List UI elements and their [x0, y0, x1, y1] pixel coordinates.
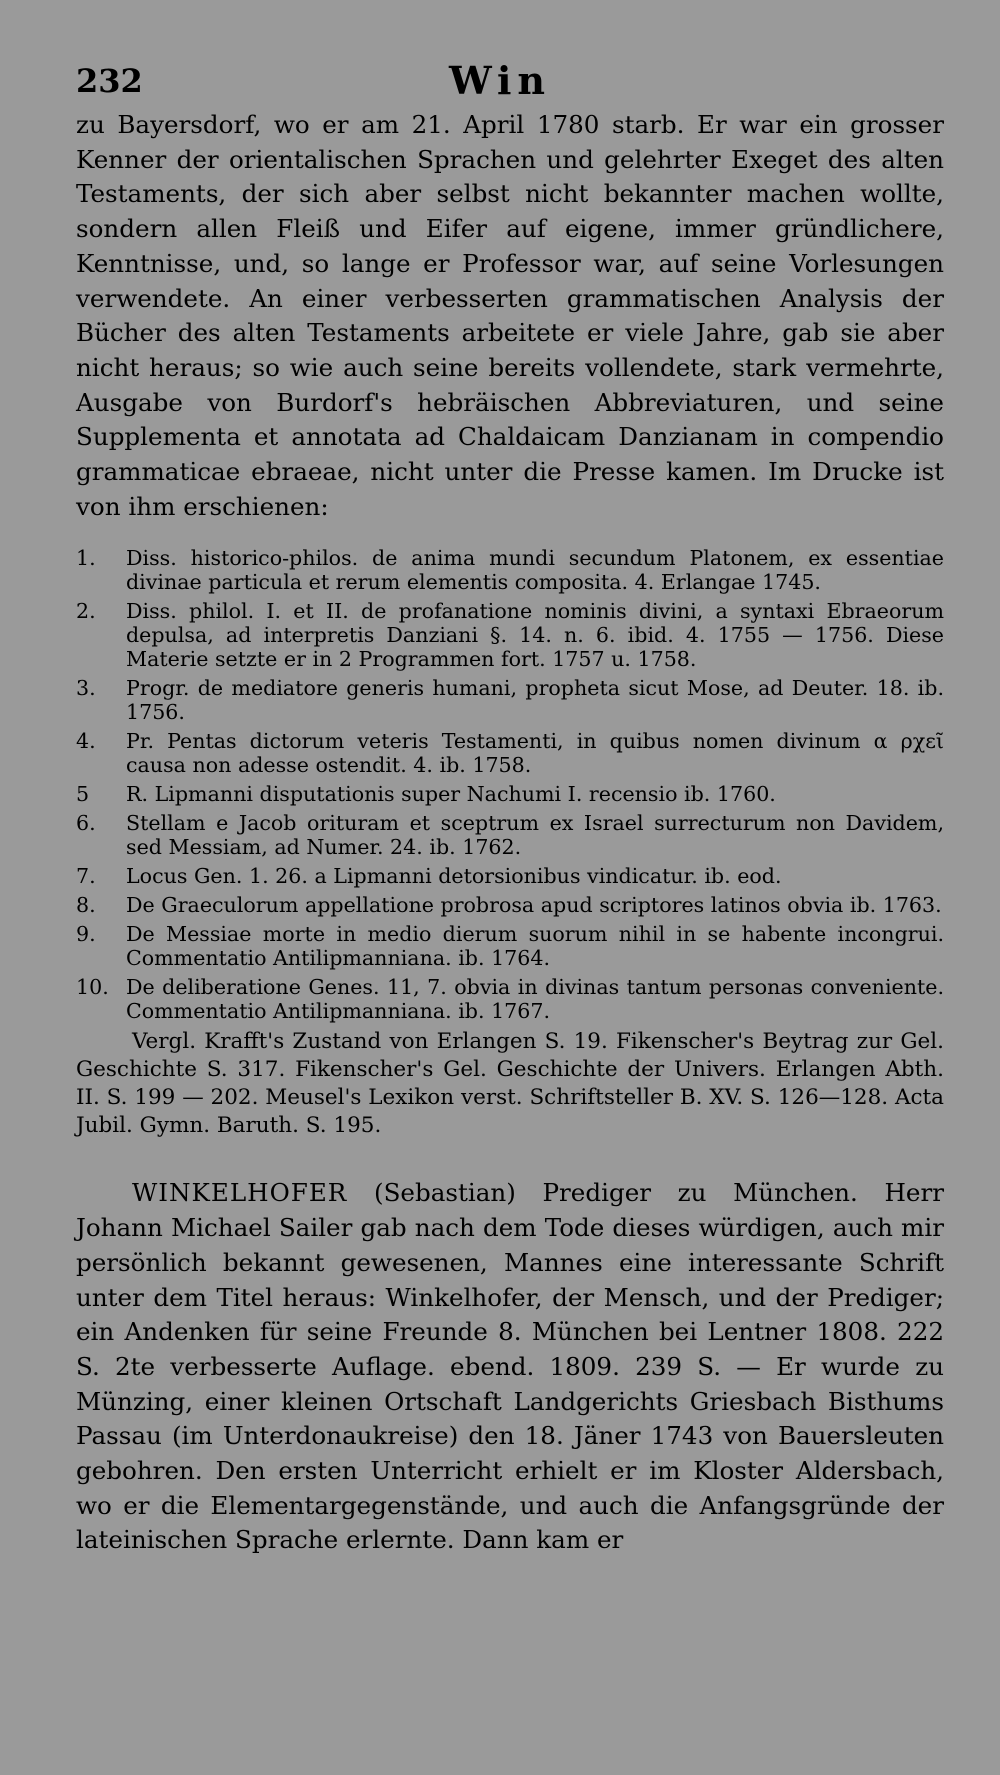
- work-text: Progr. de mediatore generis humani, propheta sicut Mose, ad Deuter. 18. ib. 1756.: [126, 676, 944, 725]
- work-text: De Messiae morte in medio dierum suorum nihil in se habente incongrui. Commentatio Antilipmanniana. ib. 1764.: [126, 922, 944, 971]
- head-word: Win: [448, 58, 552, 103]
- works-list: [76, 546, 944, 1023]
- work-text: R. Lipmanni disputationis super Nachumi I. recensio ib. 1760.: [126, 782, 776, 807]
- work-item: [76, 864, 944, 888]
- work-item: [76, 546, 944, 594]
- work-text: Locus Gen. 1. 26. a Lipmanni detorsionibus vindicatur. ib. eod.: [126, 864, 782, 889]
- entry-name: WINKELHOFER: [132, 1178, 348, 1208]
- work-text: Diss. historico-philos. de anima mundi secundum Platonem, ex essentiae divinae particula et rerum elementis composita. 4. Erlangae 1745.: [126, 546, 944, 595]
- entry-continuation: [76, 108, 944, 524]
- work-number: 8.: [76, 893, 96, 918]
- entry-paragraph: zu Bayersdorf, wo er am 21. April 1780 starb. Er war ein grosser Kenner der orientalischen Sprachen und gelehrter Exeget des alten Testaments, der sich aber selbst nicht bekannter machen wollte, sondern allen Fleiß und Eifer auf eigene, immer gründlichere, Kenntnisse, und, so lange er Professor war, auf seine Vorlesungen verwendete. An einer verbesserten grammatischen Analysis der Bücher des alten Testaments arbeitete er viele Jahre, gab sie aber nicht heraus; so wie auch seine bereits vollendete, stark vermehrte, Ausgabe von Burdorf's hebräischen Abbreviaturen, und seine Supplementa et annotata ad Chaldaicam Danzianam in compendio grammaticae ebraeae, nicht unter die Presse kamen. Im Drucke ist von ihm erschienen:: [76, 110, 944, 521]
- page-text: [76, 108, 944, 1558]
- work-item: [76, 922, 944, 970]
- work-text: De deliberatione Genes. 11, 7. obvia in divinas tantum personas conveniente. Commentatio Antilipmanniana. ib. 1767.: [126, 975, 944, 1024]
- work-text: Stellam e Jacob orituram et sceptrum ex Israel surrecturum non Davidem, sed Messiam, ad Numer. 24. ib. 1762.: [126, 811, 944, 860]
- work-number: 10.: [76, 975, 109, 1000]
- work-item: [76, 893, 944, 917]
- entry-winkelhofer: [76, 1176, 944, 1558]
- work-item: [76, 599, 944, 671]
- work-item: [76, 729, 944, 777]
- work-number: 4.: [76, 729, 96, 754]
- work-number: 9.: [76, 922, 96, 947]
- entry-text: (Sebastian) Prediger zu München. Herr Johann Michael Sailer gab nach dem Tode dieses würdigen, auch mir persönlich bekannt gewesenen, Mannes eine interessante Schrift unter dem Titel heraus: Winkelhofer, der Mensch, und der Prediger; ein Andenken für seine Freunde 8. München bei Lentner 1808. 222 S. 2te verbesserte Auflage. ebend. 1809. 239 S. — Er wurde zu Münzing, einer kleinen Ortschaft Landgerichts Griesbach Bisthums Passau (im Unterdonaukreise) den 18. Jäner 1743 von Bauersleuten gebohren. Den ersten Unterricht erhielt er im Kloster Aldersbach, wo er die Elementargegenstände, und auch die Anfangsgründe der lateinischen Sprache erlernte. Dann kam er: [76, 1178, 944, 1555]
- work-number: 6.: [76, 811, 96, 836]
- work-item: [76, 676, 944, 724]
- work-text: Pr. Pentas dictorum veteris Testamenti, in quibus nomen divinum α ρχεῖ causa non adesse ostendit. 4. ib. 1758.: [126, 729, 944, 778]
- work-text: Diss. philol. I. et II. de profanatione nominis divini, a syntaxi Ebraeorum depulsa, ad interpretis Danziani §. 14. n. 6. ibid. 4. 1755 — 1756. Diese Materie setzte er in 2 Programmen fort. 1757 u. 1758.: [126, 599, 944, 672]
- work-item: [76, 782, 944, 806]
- running-head: [76, 58, 924, 108]
- work-item: [76, 975, 944, 1023]
- work-text: De Graeculorum appellatione probrosa apud scriptores latinos obvia ib. 1763.: [126, 893, 942, 918]
- work-number: 5: [76, 782, 90, 807]
- work-item: [76, 811, 944, 859]
- work-number: 1.: [76, 546, 96, 571]
- work-number: 3.: [76, 676, 96, 701]
- references-note: Vergl. Krafft's Zustand von Erlangen S. 19. Fikenscher's Beytrag zur Gel. Geschichte S. 317. Fikenscher's Gel. Geschichte der Univers. Erlangen Abth. II. S. 199 — 202. Meusel's Lexikon verst. Schriftsteller B. XV. S. 126—128. Acta Jubil. Gymn. Baruth. S. 195.: [76, 1029, 944, 1139]
- work-number: 2.: [76, 599, 96, 624]
- page-number: 232: [76, 62, 143, 100]
- work-number: 7.: [76, 864, 96, 889]
